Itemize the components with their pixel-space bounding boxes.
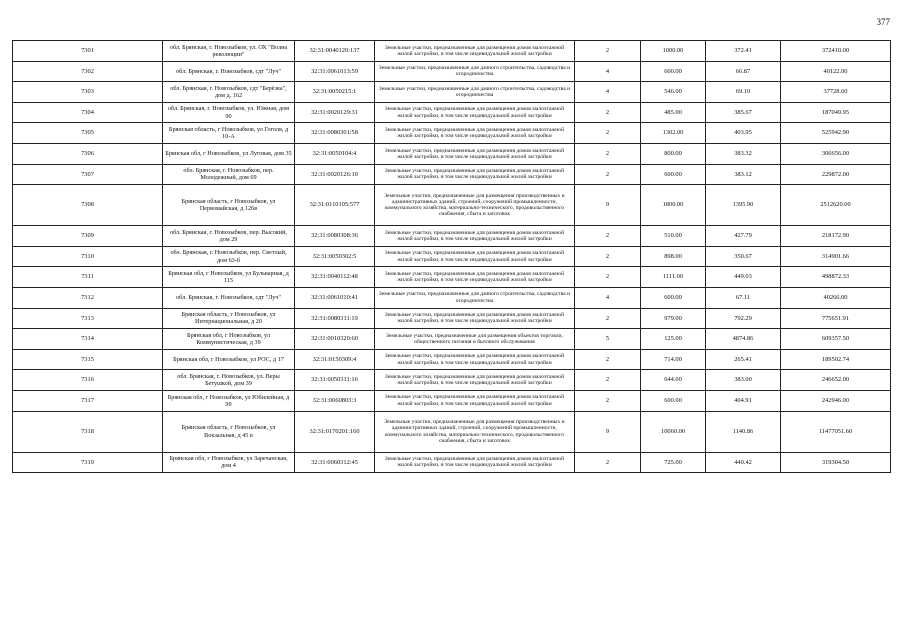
use-group-cell: 2 xyxy=(575,102,641,123)
area-cell: 1800.00 xyxy=(641,185,706,226)
area-cell: 125.00 xyxy=(641,329,706,350)
specific-value-cell: 383.32 xyxy=(706,143,781,164)
area-cell: 898.00 xyxy=(641,246,706,267)
area-cell: 510.00 xyxy=(641,226,706,247)
specific-value-cell: 69.10 xyxy=(706,82,781,103)
land-use-cell: Земельные участки, предназначенные для размещения домов малоэтажной жилой застройки, в том числе индивидуальной жилой застройки xyxy=(375,143,575,164)
land-use-cell: Земельные участки, предназначенные для размещения домов малоэтажной жилой застройки, в том числе индивидуальной жилой застройки xyxy=(375,370,575,391)
cadastral-number-cell: 32:31:0050215:1 xyxy=(295,82,375,103)
address-cell: обл. Брянская, г. Новозыбков, сдт "Луч" xyxy=(163,287,295,308)
record-number: 7314 xyxy=(13,329,163,350)
table-row xyxy=(13,185,891,226)
use-group-cell: 4 xyxy=(575,82,641,103)
land-use-cell: Земельные участки, предназначенные для размещения домов малоэтажной жилой застройки, в том числе индивидуальной жилой застройки xyxy=(375,123,575,144)
cadastral-value-cell: 40122.00 xyxy=(781,61,891,82)
page-number: 377 xyxy=(876,17,890,27)
cadastral-number-cell: 32:31:0080308:36 xyxy=(295,226,375,247)
cadastral-number-cell: 32:31:0020129:31 xyxy=(295,102,375,123)
record-number: 7305 xyxy=(13,123,163,144)
address-cell: Брянская обл, г Новозыбков, ул Юбилейная, д 99 xyxy=(163,390,295,411)
land-use-cell: Земельные участки, предназначенные для размещения производственных и административных зданий, строений, сооружений промышленности, коммунального хозяйства, материально-технического, продовольственного снабжения, сбыта и заготовок xyxy=(375,411,575,452)
area-cell: 644.00 xyxy=(641,370,706,391)
address-cell: обл. Брянская, г. Новозыбков, ул. Веры Бетушкой, дом 39 xyxy=(163,370,295,391)
specific-value-cell: 383.00 xyxy=(706,370,781,391)
address-cell: Брянская обл, г Новозыбков, ул Бульварная, д 115 xyxy=(163,267,295,288)
area-cell: 1111.00 xyxy=(641,267,706,288)
record-number: 7306 xyxy=(13,143,163,164)
record-number: 7307 xyxy=(13,164,163,185)
table-row xyxy=(13,123,891,144)
table-row xyxy=(13,82,891,103)
cadastral-number-cell: 32:31:0080301:58 xyxy=(295,123,375,144)
cadastral-value-cell: 229872.00 xyxy=(781,164,891,185)
specific-value-cell: 67.11 xyxy=(706,287,781,308)
land-use-cell: Земельные участки, предназначенные для дачного строительства, садоводства и огородничества xyxy=(375,82,575,103)
table-row xyxy=(13,370,891,391)
address-cell: обл. Брянская, г. Новозыбков, ул. ОХ "Волна революции" xyxy=(163,41,295,62)
area-cell: 600.00 xyxy=(641,164,706,185)
cadastral-value-cell: 775651.91 xyxy=(781,308,891,329)
use-group-cell: 9 xyxy=(575,411,641,452)
record-number: 7319 xyxy=(13,452,163,473)
specific-value-cell: 372.41 xyxy=(706,41,781,62)
cadastral-number-cell: 32:31:0060803:3 xyxy=(295,390,375,411)
record-number: 7303 xyxy=(13,82,163,103)
table-row xyxy=(13,246,891,267)
specific-value-cell: 66.87 xyxy=(706,61,781,82)
use-group-cell: 4 xyxy=(575,61,641,82)
address-cell: Брянская обл, г Новозыбков, ул РОС, д 17 xyxy=(163,349,295,370)
use-group-cell: 2 xyxy=(575,41,641,62)
area-cell: 979.00 xyxy=(641,308,706,329)
area-cell: 1000.00 xyxy=(641,41,706,62)
table-row xyxy=(13,287,891,308)
table-row xyxy=(13,267,891,288)
land-use-cell: Земельные участки, предназначенные для размещения домов малоэтажной жилой застройки, в том числе индивидуальной жилой застройки xyxy=(375,390,575,411)
use-group-cell: 5 xyxy=(575,329,641,350)
record-number: 7308 xyxy=(13,185,163,226)
cadastral-number-cell: 32:31:0040120:137 xyxy=(295,41,375,62)
land-use-cell: Земельные участки, предназначенные для размещения домов малоэтажной жилой застройки, в том числе индивидуальной жилой застройки xyxy=(375,267,575,288)
use-group-cell: 2 xyxy=(575,143,641,164)
address-cell: Брянская обл, г Новозыбков, ул Луговая, дом 35 xyxy=(163,143,295,164)
record-number: 7311 xyxy=(13,267,163,288)
record-number: 7301 xyxy=(13,41,163,62)
specific-value-cell: 449.03 xyxy=(706,267,781,288)
cadastral-number-cell: 32:31:0110105:577 xyxy=(295,185,375,226)
table-row xyxy=(13,452,891,473)
address-cell: Брянская обл, г Новозыбков, ул Заречанская, дом 4 xyxy=(163,452,295,473)
address-cell: обл. Брянская, г. Новозыбков, пер. Светлый, дом 63-б xyxy=(163,246,295,267)
address-cell: Брянская область, г Новозыбков, ул Первомайская, д 126в xyxy=(163,185,295,226)
cadastral-value-cell: 246652.00 xyxy=(781,370,891,391)
address-cell: обл. Брянская, г. Новозыбков, пер. Высокий, дом 29 xyxy=(163,226,295,247)
table-row xyxy=(13,41,891,62)
address-cell: обл. Брянская, г. Новозыбков, пер. Молодежный, дом 69 xyxy=(163,164,295,185)
cadastral-value-cell: 40266.00 xyxy=(781,287,891,308)
cadastral-value-cell: 498872.33 xyxy=(781,267,891,288)
record-number: 7310 xyxy=(13,246,163,267)
cadastral-value-cell: 11477051.60 xyxy=(781,411,891,452)
table-row xyxy=(13,390,891,411)
area-cell: 10060.00 xyxy=(641,411,706,452)
use-group-cell: 2 xyxy=(575,308,641,329)
record-number: 7316 xyxy=(13,370,163,391)
cadastral-number-cell: 32:31:0170201:160 xyxy=(295,411,375,452)
address-cell: Брянская область, г Новозыбков, ул Гоголя, д 10-А xyxy=(163,123,295,144)
cadastral-number-cell: 32:31:0080311:19 xyxy=(295,308,375,329)
cadastral-value-cell: 2512620.00 xyxy=(781,185,891,226)
cadastral-value-cell: 218172.90 xyxy=(781,226,891,247)
use-group-cell: 2 xyxy=(575,226,641,247)
use-group-cell: 9 xyxy=(575,185,641,226)
specific-value-cell: 385.67 xyxy=(706,102,781,123)
table-row xyxy=(13,411,891,452)
table-row xyxy=(13,164,891,185)
cadastral-value-cell: 306656.00 xyxy=(781,143,891,164)
cadastral-value-cell: 189502.74 xyxy=(781,349,891,370)
land-use-cell: Земельные участки, предназначенные для размещения домов малоэтажной жилой застройки, в том числе индивидуальной жилой застройки xyxy=(375,308,575,329)
cadastral-number-cell: 32:31:0040112:48 xyxy=(295,267,375,288)
land-use-cell: Земельные участки, предназначенные для дачного строительства, садоводства и огородничества xyxy=(375,287,575,308)
record-number: 7313 xyxy=(13,308,163,329)
record-number: 7312 xyxy=(13,287,163,308)
table-row xyxy=(13,349,891,370)
table-row xyxy=(13,61,891,82)
land-use-cell: Земельные участки, предназначенные для дачного строительства, садоводства и огородничества xyxy=(375,61,575,82)
land-use-cell: Земельные участки, предназначенные для размещения производственных и административных зданий, строений, сооружений промышленности, коммунального хозяйства, материально-технического, продовольственного снабжения, сбыта и заготовок xyxy=(375,185,575,226)
land-use-cell: Земельные участки, предназначенные для размещения домов малоэтажной жилой застройки, в том числе индивидуальной жилой застройки xyxy=(375,246,575,267)
cadastral-number-cell: 32:31:0050302:5 xyxy=(295,246,375,267)
cadastral-value-cell: 319304.50 xyxy=(781,452,891,473)
cadastral-number-cell: 32:31:0061013:59 xyxy=(295,61,375,82)
specific-value-cell: 404.91 xyxy=(706,390,781,411)
specific-value-cell: 440.42 xyxy=(706,452,781,473)
cadastral-value-cell: 314901.66 xyxy=(781,246,891,267)
address-cell: обл. Брянская, г. Новозыбков, ул. Южная, дом 90 xyxy=(163,102,295,123)
land-use-cell: Земельные участки, предназначенные для размещения домов малоэтажной жилой застройки, в том числе индивидуальной жилой застройки xyxy=(375,349,575,370)
specific-value-cell: 1140.86 xyxy=(706,411,781,452)
address-cell: обл. Брянская, г. Новозыбков, сдт "Берёзка", дом д. 162 xyxy=(163,82,295,103)
cadastral-number-cell: 32:31:0150309:4 xyxy=(295,349,375,370)
use-group-cell: 2 xyxy=(575,123,641,144)
cadastral-value-cell: 242946.00 xyxy=(781,390,891,411)
specific-value-cell: 350.67 xyxy=(706,246,781,267)
table-body xyxy=(13,41,891,473)
area-cell: 714.00 xyxy=(641,349,706,370)
cadastral-value-cell: 37728.60 xyxy=(781,82,891,103)
cadastral-value-cell: 525942.90 xyxy=(781,123,891,144)
table-row xyxy=(13,308,891,329)
use-group-cell: 2 xyxy=(575,370,641,391)
specific-value-cell: 792.29 xyxy=(706,308,781,329)
use-group-cell: 2 xyxy=(575,246,641,267)
area-cell: 485.00 xyxy=(641,102,706,123)
area-cell: 600.00 xyxy=(641,287,706,308)
cadastral-value-cell: 372410.00 xyxy=(781,41,891,62)
record-number: 7317 xyxy=(13,390,163,411)
area-cell: 725.00 xyxy=(641,452,706,473)
record-number: 7304 xyxy=(13,102,163,123)
cadastral-value-cell: 187049.95 xyxy=(781,102,891,123)
record-number: 7309 xyxy=(13,226,163,247)
use-group-cell: 2 xyxy=(575,267,641,288)
record-number: 7318 xyxy=(13,411,163,452)
land-use-cell: Земельные участки, предназначенные для размещения домов малоэтажной жилой застройки, в том числе индивидуальной жилой застройки xyxy=(375,226,575,247)
area-cell: 546.00 xyxy=(641,82,706,103)
area-cell: 1302.00 xyxy=(641,123,706,144)
cadastral-number-cell: 32:31:0010320:60 xyxy=(295,329,375,350)
land-use-cell: Земельные участки, предназначенные для размещения домов малоэтажной жилой застройки, в том числе индивидуальной жилой застройки xyxy=(375,452,575,473)
table-row xyxy=(13,226,891,247)
address-cell: Брянская область, г Новозыбков, ул Вокзальная, д 45 в xyxy=(163,411,295,452)
land-use-cell: Земельные участки, предназначенные для размещения домов малоэтажной жилой застройки, в том числе индивидуальной жилой застройки xyxy=(375,102,575,123)
area-cell: 600.00 xyxy=(641,61,706,82)
address-cell: Брянская область, г Новозыбков, ул Интернациональная, д 20 xyxy=(163,308,295,329)
area-cell: 800.00 xyxy=(641,143,706,164)
cadastral-number-cell: 32:31:0020126:10 xyxy=(295,164,375,185)
area-cell: 600.00 xyxy=(641,390,706,411)
specific-value-cell: 427.79 xyxy=(706,226,781,247)
land-use-cell: Земельные участки, предназначенные для размещения домов малоэтажной жилой застройки, в том числе индивидуальной жилой застройки xyxy=(375,164,575,185)
record-number: 7302 xyxy=(13,61,163,82)
cadastral-value-cell: 609357.50 xyxy=(781,329,891,350)
specific-value-cell: 403.95 xyxy=(706,123,781,144)
specific-value-cell: 265.41 xyxy=(706,349,781,370)
use-group-cell: 2 xyxy=(575,349,641,370)
use-group-cell: 2 xyxy=(575,452,641,473)
address-cell: Брянская обл, г Новозыбков, ул Коммунистическая, д 39 xyxy=(163,329,295,350)
cadastral-number-cell: 32:31:0061010:41 xyxy=(295,287,375,308)
table-row xyxy=(13,143,891,164)
specific-value-cell: 1395.90 xyxy=(706,185,781,226)
table-row xyxy=(13,329,891,350)
use-group-cell: 4 xyxy=(575,287,641,308)
table-row xyxy=(13,102,891,123)
cadastral-number-cell: 32:31:0050104:4 xyxy=(295,143,375,164)
specific-value-cell: 4874.86 xyxy=(706,329,781,350)
address-cell: обл. Брянская, г. Новозыбков, сдт "Луч" xyxy=(163,61,295,82)
land-use-cell: Земельные участки, предназначенные для размещения домов малоэтажной жилой застройки, в том числе индивидуальной жилой застройки xyxy=(375,41,575,62)
land-use-cell: Земельные участки, предназначенные для размещения объектов торговли, общественного питания и бытового обслуживания xyxy=(375,329,575,350)
record-number: 7315 xyxy=(13,349,163,370)
use-group-cell: 2 xyxy=(575,164,641,185)
specific-value-cell: 383.12 xyxy=(706,164,781,185)
use-group-cell: 2 xyxy=(575,390,641,411)
cadastral-number-cell: 32:31:0050311:16 xyxy=(295,370,375,391)
cadastral-value-table xyxy=(12,40,891,473)
cadastral-number-cell: 32:31:0060312:45 xyxy=(295,452,375,473)
